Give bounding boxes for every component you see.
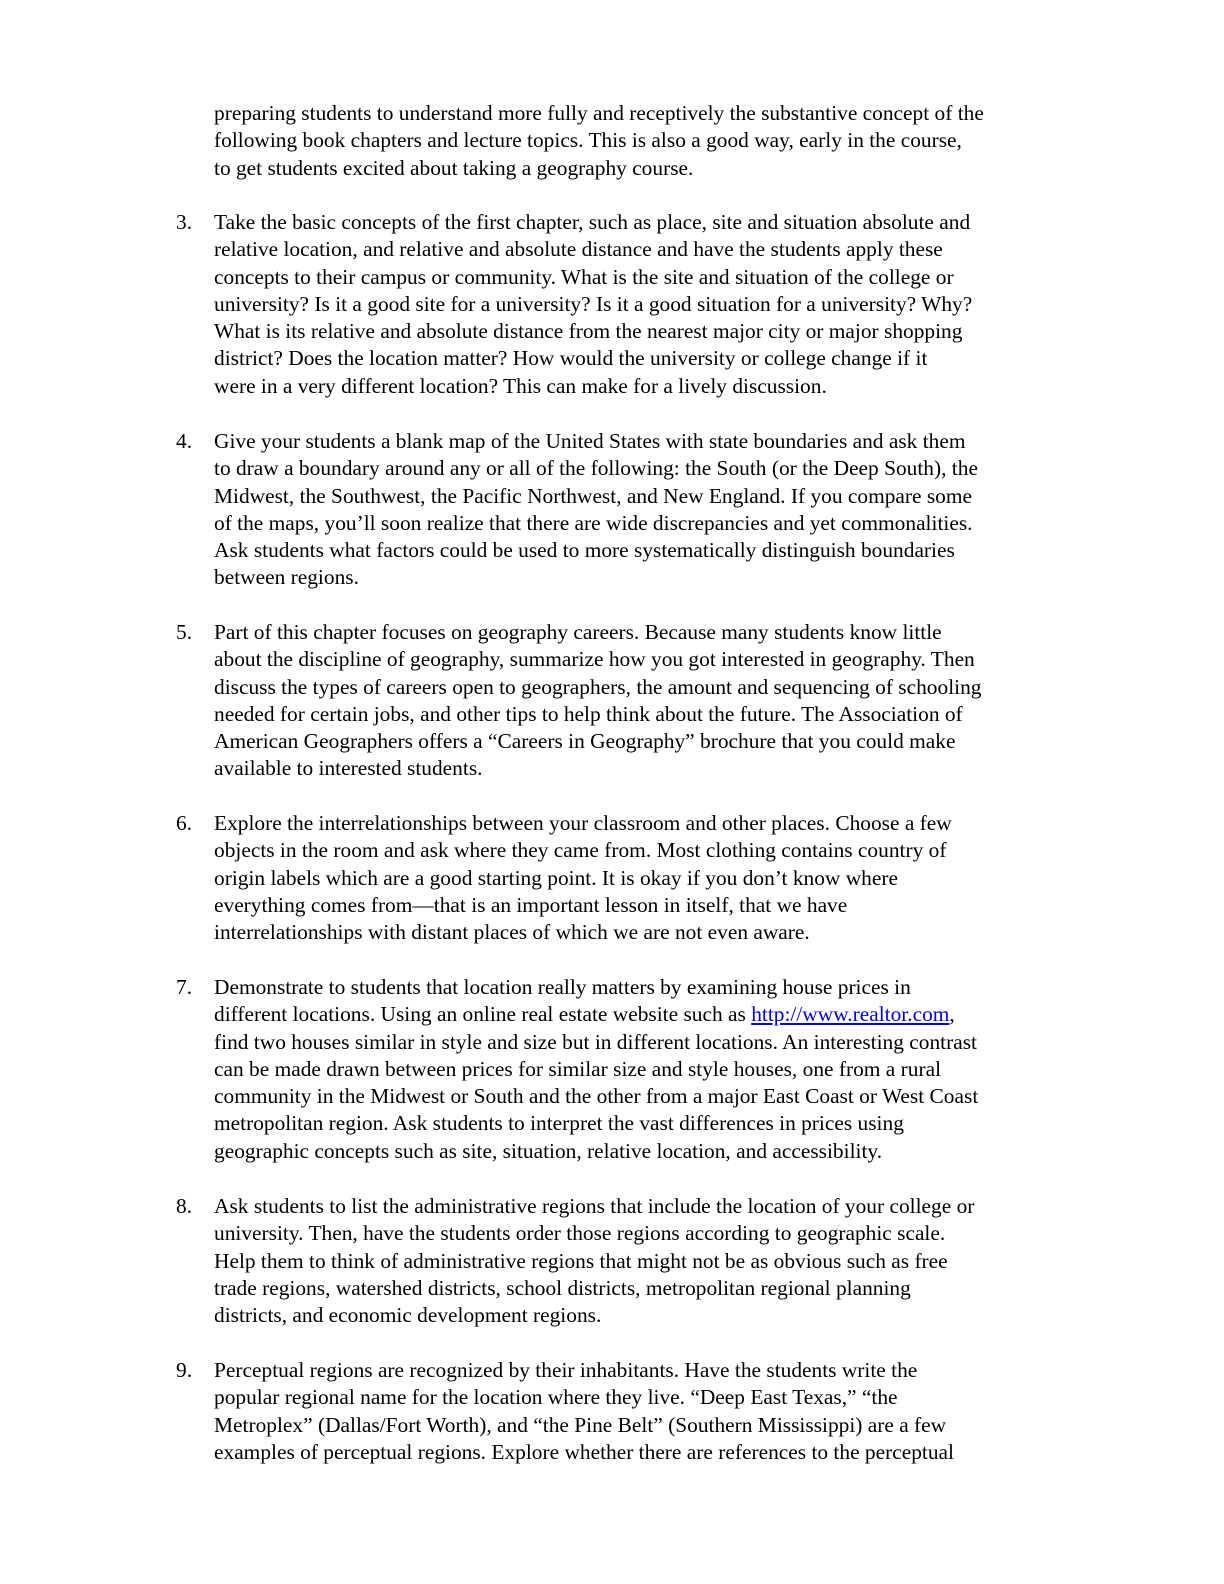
text-line: preparing students to understand more fully and receptively the substantive concept of the [214,101,984,125]
text-line: about the discipline of geography, summarize how you got interested in geography. Then [214,647,975,672]
text-line: available to interested students. [214,756,483,781]
text-line: geographic concepts such as site, situation, relative location, and accessibility. [214,1138,883,1163]
text-line: district? Does the location matter? How would the university or college change if it [214,346,928,371]
text-line-with-link [214,1001,1096,1028]
list-item-6 [176,810,1096,946]
text-line: Part of this chapter focuses on geography careers. Because many students know little [214,620,942,644]
item-number: 5. [176,620,193,644]
text-line: Help them to think of administrative regions that might not be as obvious such as free [214,1248,948,1273]
text-line: following book chapters and lecture topics. This is also a good way, early in the course, [214,128,962,153]
list-item-4 [176,428,1096,592]
text-line: Metroplex” (Dallas/Fort Worth), and “the Pine Belt” (Southern Mississippi) are a few [214,1412,947,1437]
text-line: find two houses similar in style and size but in different locations. An interesting contrast [214,1029,977,1054]
text-line: trade regions, watershed districts, school districts, metropolitan regional planning [214,1275,911,1300]
text-line: interrelationships with distant places of which we are not even aware. [214,920,810,945]
item-text [214,619,1096,783]
text-line: to draw a boundary around any or all of the following: the South (or the Deep South), the [214,456,978,481]
text-line: university. Then, have the students order those regions according to geographic scale. [214,1221,946,1246]
text-line: districts, and economic development regions. [214,1303,602,1328]
text-line: can be made drawn between prices for similar size and style houses, one from a rural [214,1056,942,1081]
text-line: What is its relative and absolute distance from the nearest major city or major shopping [214,319,963,344]
text-line: to get students excited about taking a geography course. [214,155,694,180]
text-line: Give your students a blank map of the United States with state boundaries and ask them [214,429,966,453]
list-item-3 [176,209,1096,400]
realtor-link[interactable]: http://www.realtor.com [751,1002,950,1027]
item-number: 8. [176,1194,193,1218]
text-line: Demonstrate to students that location really matters by examining house prices in [214,975,911,999]
item-text [214,1357,1096,1466]
text-line: everything comes from—that is an important lesson in itself, that we have [214,892,848,917]
item-number: 6. [176,811,193,835]
list-item-8 [176,1193,1096,1329]
text-line: relative location, and relative and absolute distance and have the students apply these [214,237,943,262]
item-text [214,209,1096,400]
item-text [214,974,1096,1165]
text-line: Ask students to list the administrative regions that include the location of your college or [214,1194,975,1218]
item-number: 7. [176,975,193,999]
list-item-7 [176,974,1096,1165]
text-line: needed for certain jobs, and other tips to help think about the future. The Association of [214,701,963,726]
item-text [214,1193,1096,1329]
text-line: objects in the room and ask where they came from. Most clothing contains country of [214,838,947,863]
list-item-5 [176,619,1096,783]
text-line: American Geographers offers a “Careers in Geography” brochure that you could make [214,729,956,754]
text-line: concepts to their campus or community. What is the site and situation of the college or [214,264,954,289]
item-text [214,428,1096,592]
text-line: university? Is it a good site for a university? Is it a good situation for a university? Why? [214,291,973,316]
item-text [214,810,1096,946]
list-item-9 [176,1357,1096,1466]
item-number: 9. [176,1358,193,1382]
text-line: of the maps, you’ll soon realize that there are wide discrepancies and yet commonalities. [214,510,973,535]
text-line: discuss the types of careers open to geographers, the amount and sequencing of schooling [214,674,982,699]
item-number: 4. [176,429,193,453]
text-line: Explore the interrelationships between your classroom and other places. Choose a few [214,811,952,835]
text-line: popular regional name for the location where they live. “Deep East Texas,” “the [214,1385,898,1410]
text-line: were in a very different location? This can make for a lively discussion. [214,373,827,398]
intro-paragraph [214,100,1094,182]
text-line: Perceptual regions are recognized by their inhabitants. Have the students write the [214,1358,918,1382]
text-segment: , [949,1002,955,1027]
text-line: metropolitan region. Ask students to interpret the vast differences in prices using [214,1111,904,1136]
text-line: community in the Midwest or South and the other from a major East Coast or West Coast [214,1084,979,1109]
text-line: origin labels which are a good starting point. It is okay if you don’t know where [214,865,898,890]
text-line: Ask students what factors could be used to more systematically distinguish boundaries [214,538,955,563]
text-line: Midwest, the Southwest, the Pacific Northwest, and New England. If you compare some [214,483,973,508]
text-line: between regions. [214,565,359,590]
text-segment: different locations. Using an online real estate website such as [214,1002,752,1027]
item-number: 3. [176,210,193,234]
text-line: Take the basic concepts of the first chapter, such as place, site and situation absolute and [214,210,971,234]
text-line: examples of perceptual regions. Explore whether there are references to the perceptual [214,1439,954,1464]
